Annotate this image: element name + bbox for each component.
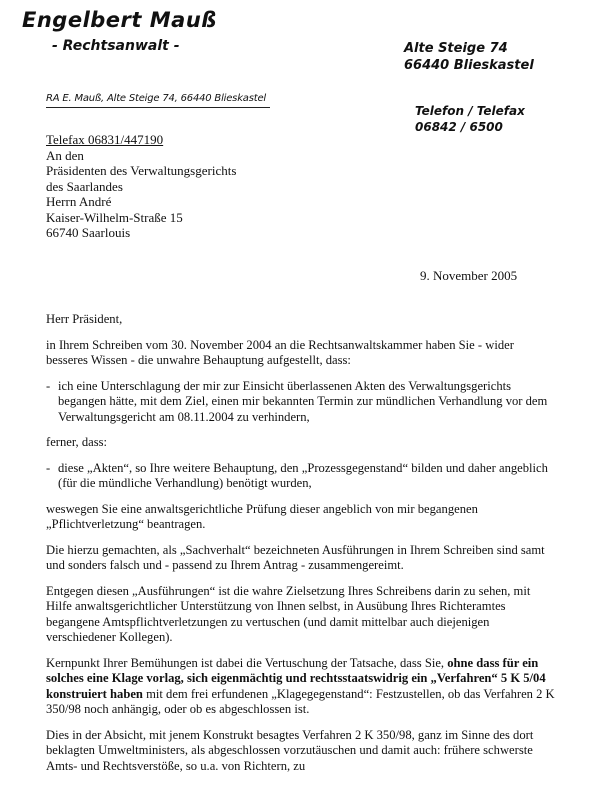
recipient-line: des Saarlandes: [46, 178, 123, 194]
body-paragraph: Entgegen diesen „Ausführungen“ ist die wahre Zielsetzung Ihres Schreibens darin zu sehen, mit Hilfe anwaltsgerichtlicher Unterstützung von Ihnen selbst, in Ausübung Ihres Richteramtes begangene Amtspflichtverletzungen zu vertuschen (und damit mittelbar auch diejenigen verschiedener Kollegen).: [46, 583, 531, 644]
paragraph-text: Kernpunkt Ihrer Bemühungen ist dabei die Vertuschung der Tatsache, dass Sie,: [46, 655, 445, 670]
body-paragraph: weswegen Sie eine anwaltsgerichtliche Prüfung dieser angeblich von mir begangenen „Pflichtverletzung“ beantragen.: [46, 501, 478, 531]
letter-date: 9. November 2005: [420, 268, 518, 283]
recipient-fax: Telefax 06831/447190: [46, 132, 164, 147]
address-city: 66440 Blieskastel: [404, 58, 534, 73]
letterhead-address: [404, 40, 534, 74]
recipient-line: 66740 Saarlouis: [46, 225, 131, 240]
phone-number: 06842 / 6500: [415, 120, 503, 134]
sender-rule: [46, 107, 270, 108]
letterhead-name: Engelbert Mauß: [22, 8, 217, 32]
paragraph-text: mit dem frei erfundenen „Klagegegenstand“: Festzustellen, ob das Verfahren 2 K 350/98 noch anhängig, oder ob es abgeschlossen ist.: [46, 686, 555, 716]
body-paragraph: [46, 656, 556, 718]
body-paragraph: Dies in der Absicht, mit jenem Konstrukt besagtes Verfahren 2 K 350/98, ganz im Sinne des dort beklagten Umweltministers, als abgeschlossen vorzutäuschen und damit auch: frühere schwerste Amts- und Rechtsverstöße, so u.a. von Richtern, zu: [46, 727, 534, 773]
body-paragraph: in Ihrem Schreiben vom 30. November 2004 an die Rechtsanwaltskammer haben Sie - wider besseres Wissen - die unwahre Behauptung aufgestellt, dass:: [46, 337, 514, 367]
letter-body: [46, 312, 556, 784]
bullet-dash: -: [46, 460, 51, 475]
body-paragraph: Die hierzu gemachten, als „Sachverhalt“ bezeichneten Ausführungen in Ihrem Schreiben sind samt und sonders falsch und - passend zu Ihrem Antrag - zusammengereimt.: [46, 542, 545, 572]
phone-block: [415, 103, 525, 135]
sender-return-line: RA E. Mauß, Alte Steige 74, 66440 Blieskastel: [46, 93, 266, 104]
bullet-text: diese „Akten“, so Ihre weitere Behauptung, den „Prozessgegenstand“ bilden und daher angeblich (für die mündliche Verhandlung) benötigt wurden,: [58, 460, 548, 490]
letterhead-title: - Rechtsanwalt -: [52, 38, 180, 54]
recipient-line: Präsidenten des Verwaltungsgerichts: [46, 163, 237, 178]
paragraph-emphasis: ohne dass für ein solches eine Klage vorlag, sich eigenmächtig und rechtsstaatswidrig ein „Verfahren“ 5 K 5/04 konstruiert haben: [46, 655, 546, 701]
salutation: Herr Präsident,: [46, 312, 123, 326]
bullet-item: [46, 379, 556, 426]
body-paragraph: ferner, dass:: [46, 435, 108, 449]
recipient-line: Herrn André: [46, 194, 112, 209]
phone-label: Telefon / Telefax: [415, 104, 525, 118]
bullet-dash: -: [46, 378, 51, 393]
bullet-text: ich eine Unterschlagung der mir zur Einsicht überlassenen Akten des Verwaltungsgerichts begangen hätte, mit dem Ziel, einen mir bekannten Termin zur mündlichen Verhandlung vor dem Verwaltungsgericht am 08.11.2004 zu verhindern,: [58, 378, 548, 424]
address-street: Alte Steige 74: [404, 41, 508, 56]
bullet-item: [46, 461, 556, 492]
recipient-line: Kaiser-Wilhelm-Straße 15: [46, 209, 183, 225]
recipient-block: [46, 132, 236, 241]
recipient-line: An den: [46, 147, 84, 163]
